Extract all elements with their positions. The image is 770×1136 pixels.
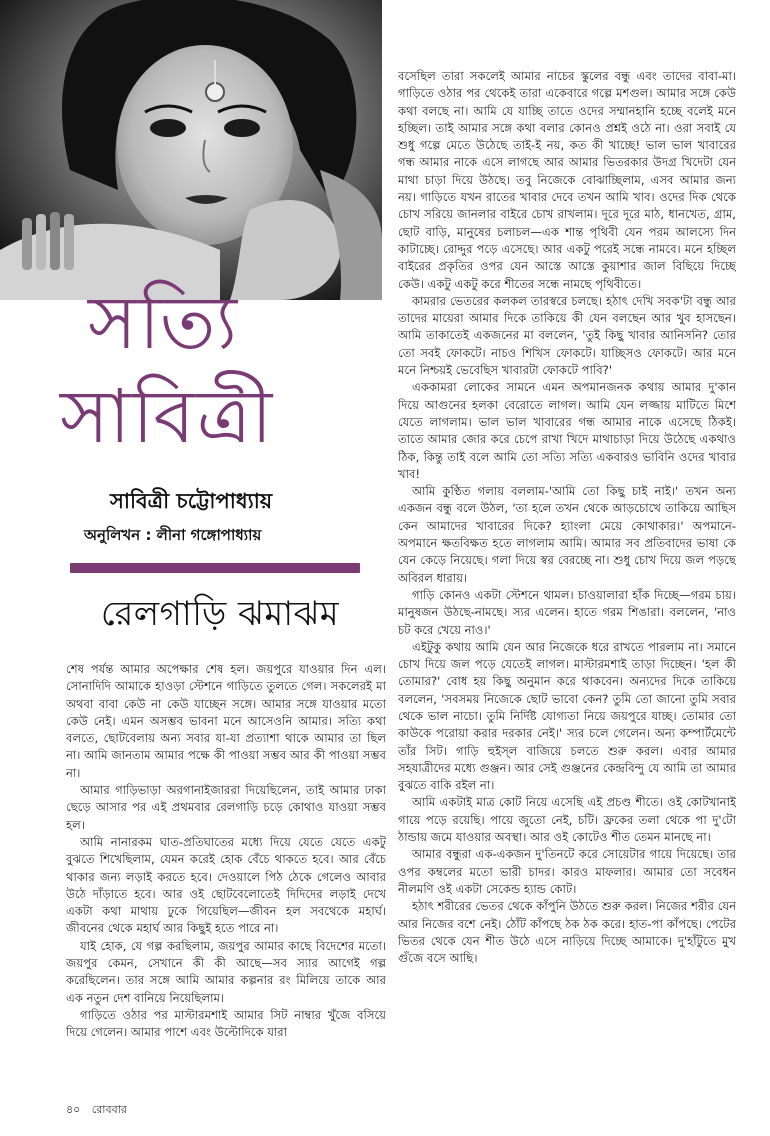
paragraph: শেষ পর্যন্ত আমার অপেক্ষার শেষ হল। জয়পুরে যাওয়ার দিন এল। সোনাদিদি আমাকে হাওড়া স্টেশনে গাড়িতে তুলতে গেল। সকলেরই মা অথবা বাবা কেউ না কেউ যাচ্ছেন সঙ্গে। আমার সঙ্গে যাওয়ার মতো কেউ নেই। এমন অসম্ভব ভাবনা মনে আসেওনি আমার। সত্যি কথা বলতে, ছোটবেলায় অন্য সবার যা-যা প্রত্যাশা থাকে আমার তা ছিল না। আমি জানতাম আমার পক্ষে কী পাওয়া সম্ভব আর কী পাওয়া সম্ভব না।	[66, 662, 386, 780]
title-divider	[70, 563, 360, 573]
paragraph: এইটুকু কথায় আমি যেন আর নিজেকে ধরে রাখতে পারলাম না। সমানে চোখ দিয়ে জল পড়ে যেতেই লাগল। মাস্টারমশাই তাড়া দিচ্ছেন। 'হল কী তোমার?' বোধ হয় কিছু অনুমান করে থাকবেন। অন্যদের দিকে তাকিয়ে বললেন, 'সবসময় নিজেকে ছোট ভাবো কেন? তুমি তো জানো তুমি সবার থেকে ভাল নাচো। তুমি নির্দিষ্ট যোগ্যতা নিয়ে জয়পুরে যাচ্ছ। তোমার তো কাউকে পরোয়া করার দরকার নেই।' স্যর চলে গেলেন। অন্য কম্পার্টমেন্টে তাঁর সিট। গাড়ি হুইস্‌ল বাজিয়ে চলতে শুরু করল। এবার আমার সহযাত্রীদের মধ্যে গুঞ্জন। আর সেই গুঞ্জনের কেন্দ্রবিন্দু যে আমি তা আমার বুঝতে বাকি রইল না।	[398, 639, 736, 793]
paragraph: যাই হোক, যে গল্প করছিলাম, জয়পুর আমার কাছে বিদেশের মতো। জয়পুর কেমন, সেখানে কী কী আছে—সব স্যার আগেই গল্প করেছিলেন। তার সঙ্গে আমি আমার কল্পনার রং মিলিয়ে তাকে আর এক নতুন দেশ বানিয়ে নিয়েছিলাম।	[66, 938, 386, 1005]
paragraph: আমি নানারকম ঘাত-প্রতিঘাতের মধ্যে দিয়ে যেতে যেতে একটু বুঝতে শিখেছিলাম, যেমন করেই হোক বেঁচে থাকতে হবে। আর বেঁচে থাকার জন্য লড়াই করতে হবে। দেওয়ালে পিঠ ঠেকে গেলেও আবার উঠে দাঁড়াতে হবে। আর ওই ছোটবেলোতেই দিদিদের লড়াই দেখে একটা কথা মাথায় ঢুকে গিয়েছিল—জীবন হল সবথেকে মহার্ঘ। জীবনের থেকে মহার্ঘ আর কিছুই হতে পারে না।	[66, 834, 386, 936]
paragraph: আমার বন্ধুরা এক-একজন দু'তিনটে করে সোয়েটার গায়ে দিয়েছে। তার ওপর কম্বলের মতো ভারী চাদর। কারও মাফলার। আমার তো সবেধন নীলমণি ওই একটা সেকেন্ড হ্যান্ড কোট।	[398, 847, 736, 896]
paragraph: আমি একটাই মাত্র কোট নিয়ে এসেছি এই প্রচণ্ড শীতে। ওই কোটখানাই গায়ে পড়ে রয়েছি। পায়ে জুতো নেই, চটি। ফ্রকের তলা থেকে পা দু'টো ঠান্ডায় জমে যাওয়ার অবস্থা। আর ওই কোটেও শীত তেমন মানছে না।	[398, 795, 736, 845]
transcriber-credit: অনুলিখন : লীনা গঙ্গোপাধ্যায়	[84, 526, 262, 544]
magazine-name: রোববার	[91, 1103, 127, 1116]
page-number: ৪০	[66, 1103, 81, 1116]
title-line-2: সাবিত্রী	[60, 374, 275, 460]
article-title	[60, 268, 380, 488]
page-footer	[66, 1101, 266, 1120]
portrait-photo	[0, 0, 382, 300]
right-text-column	[398, 68, 736, 1078]
paragraph: গাড়িতে ওঠার পর মাস্টারমশাই আমার সিট নাম্বার খুঁজে বসিয়ে দিয়ে গেলেন। আমার পাশে এবং উল্টোদিকে যারা	[66, 1007, 386, 1040]
paragraph: হঠাৎ শরীরের ভেতর থেকে কাঁপুনি উঠতে শুরু করল। নিজের শরীর যেন আর নিজের বশে নেই। ঠোঁট কাঁপছে ঠক ঠক করে। হাত-পা কাঁপছে। পেটের ভিতর থেকে যেন শীত উঠে এসে নাড়িয়ে দিচ্ছে আমাকে। দু'হাঁটুতে মুখ গুঁজে বসে আছি।	[398, 899, 736, 966]
paragraph: গাড়ি কোনও একটা স্টেশনে থামল। চাওয়ালারা হাঁক দিচ্ছে—গরম চায়। মানুষজন উঠছে-নামছে। স্যর এলেন। হাতে গরম শিঙারা। বললেন, 'নাও চট করে খেয়ে নাও।'	[398, 587, 736, 637]
title-line-1: সত্যি	[88, 280, 240, 366]
paragraph: কামরার ভেতরের কলকল তারস্বরে চলছে। হঠাৎ দেখি সবক'টা বন্ধু আর তাদের মায়েরা আমার দিকে তাকিয়ে কী যেন বলছেন আর খুব হাসছেন। আমি তাকাতেই একজনের মা বললেন, 'তুই কিছু খাবার আনিসনি? তোর তো সবই ফোকটে। নাচও শিখিস ফোকটে। যাচ্ছিসও ফোকটে। আর মনে মনে নিশ্চয়ই ভেবেছিস খাবারটা ফোকটে পাবি?'	[398, 293, 736, 378]
portrait-illustration	[0, 0, 382, 300]
author-name: সাবিত্রী চট্টোপাধ্যায়	[110, 489, 273, 513]
left-text-column	[66, 661, 386, 1101]
paragraph: আমি কুণ্ঠিত গলায় বললাম-'আমি তো কিছু চাই নাই।' তখন অন্য একজন বন্ধু বলে উঠল, 'তা হলে তখন থেকে আড়চোখে তাকিয়ে আছিস কেন আমাদের খাবারের দিকে? হ্যাংলা মেয়ে কোথাকার।' অপমানে-অপমানে ক্ষতবিক্ষত হতে লাগলাম আমি। আমার সব প্রতিবাদের ভাষা কে যেন কেড়ে নিয়েছে। গলা দিয়ে স্বর বেরচ্ছে না। শুধু চোখ দিয়ে জল পড়ছে অবিরল ধারায়।	[398, 484, 736, 585]
paragraph: আমার গাড়িভাড়া অরগানাইজাররা দিয়েছিলেন, তাই আমার ঢাকা ছেড়ে আসার পর এই প্রথমবার রেলগাড়ি চড়ে কোথাও যাওয়া সম্ভব হল।	[66, 783, 386, 832]
paragraph: বসেছিল তারা সকলেই আমার নাচের স্কুলের বন্ধু এবং তাদের বাবা-মা। গাড়িতে ওঠার পর থেকেই তারা একেবারে গল্পে মশগুল। আমার সঙ্গে কেউ কথা বলছে না। আমি যে যাচ্ছি তাতে ওদের সম্মানহানি হচ্ছে বলেই মনে হচ্ছিল। তাই আমার সঙ্গে কথা বলার কোনও প্রশ্নই ওঠে না। ওরা সবাই যে শুধু গল্পে মেতে উঠেছে তাই-ই নয়, কত কী খাচ্ছে! ভাল ভাল খাবারের গন্ধ আমার নাকে এসে লাগছে আর আমার ভিতরকার উদগ্র খিদেটা যেন মাথা চাড়া দিয়ে উঠছে। তবু নিজেকে বোঝাচ্ছিলাম, এসব আমার জন্য নয়। গাড়িতে যখন রাতের খাবার দেবে তখন আমি খাব। ওদের দিক থেকে চোখ সরিয়ে জানলার বাইরে চোখ রাখলাম। দূরে দূরে মাঠ, ধানখেত, গ্রাম, ছোট বাড়ি, মানুষের চলাচল—এক শান্ত পৃথিবী যেন পরম আলস্যে দিন কাটাচ্ছে। রোদ্দুর পড়ে এসেছে। আর একটু পরেই সন্ধে নামবে। মনে হচ্ছিল বাইরের প্রকৃতির ওপর যেন আস্তে আস্তে কুয়াশার জাল বিছিয়ে দিচ্ছে কেউ। একটু একটু করে শীতের সন্ধে নামছে পৃথিবীতে।	[398, 69, 736, 291]
section-heading: রেলগাড়ি ঝমাঝম	[100, 594, 340, 634]
paragraph: এককামরা লোকের সামনে এমন অপমানজনক কথায় আমার দু'কান দিয়ে আগুনের হলকা বেরোতে লাগল। আমি যেন লজ্জায় মাটিতে মিশে যেতে লাগলাম। ভাল ভাল খাবারের গন্ধ আমার নাকে এসেছে ঠিকই। তাতে আমার জোর করে চেপে রাখা খিদে মাথাচাড়া দিয়ে উঠেছে একথাও ঠিক, কিন্তু তাই বলে আমি তো সত্যি সত্যি একবারও ভাবিনি ওদের খাবার খাব!	[398, 380, 736, 481]
